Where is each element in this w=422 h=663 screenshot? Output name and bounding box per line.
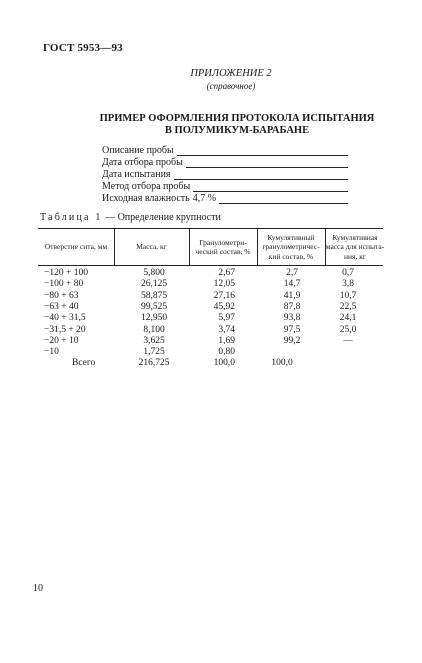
cell-granulometric: 2,67 [218,268,235,278]
cell-cumulative-mass: 0,7 [342,268,354,278]
cell-cumulative-granulometric: 14,7 [283,279,301,290]
cell-cumulative-mass: 25,0 [339,324,357,335]
column-header-cumulative-mass: Кумулятивная масса для испыта-ния, кг [325,232,385,261]
table-top-rule [38,228,383,229]
cell-cumulative-mass: 3,8 [342,279,354,290]
cell-granulometric: 3,74 [218,324,235,335]
cell-granulometric: 27,16 [213,290,235,301]
cell-mass: 99,525 [140,301,168,312]
cell-sieve: −40 + 31,5 [44,313,86,324]
table-caption [40,212,221,223]
table-header-rule [38,265,383,266]
table-caption-text: — Определение крупности [105,212,221,223]
total-granulometric: 100,0 [213,358,235,368]
cell-granulometric: 1,69 [218,335,235,346]
document-heading-line1: ПРИМЕР ОФОРМЛЕНИЯ ПРОТОКОЛА ИСПЫТАНИЯ [99,113,375,124]
cell-mass: 58,875 [140,290,168,301]
column-header-mass: Масса, кг [136,242,167,252]
cell-cumulative-granulometric: 99,2 [283,335,301,346]
cell-cumulative-mass: 24,1 [339,313,357,324]
cell-sieve: −63 + 40 [44,301,79,312]
cell-sieve: −31,5 + 20 [44,324,86,335]
form-field-label: Описание пробы [102,145,174,156]
form-field-label: Исходная влажность [102,193,190,204]
cell-cumulative-granulometric: 41,9 [283,290,301,301]
total-cumulative: 100,0 [271,358,293,368]
cell-mass: 26,125 [140,279,168,290]
cell-mass: 12,950 [140,313,168,324]
cell-mass: 5,800 [143,268,165,278]
cell-sieve: −80 + 63 [44,290,79,301]
column-header-cumulative-granulometric: Кумулятивный гранулометричес-кий состав, % [262,232,320,261]
appendix-note: (справочное) [206,81,256,91]
total-mass: 216,725 [138,358,170,368]
form-field-blank-line [219,193,348,204]
page-number: 10 [33,583,43,594]
cell-sieve: −100 + 80 [44,279,84,290]
cell-mass: 8,100 [143,324,165,335]
cell-granulometric: 12,05 [213,279,235,290]
form-field-value: 4,7 % [192,193,217,204]
cell-cumulative-granulometric: 87,8 [283,301,301,312]
form-field-moisture [102,191,348,204]
standard-number: ГОСТ 5953—93 [43,42,123,54]
form-field-label: Метод отбора пробы [102,181,191,192]
cell-granulometric: 5,97 [218,313,235,324]
cell-cumulative-mass: 10,7 [339,290,357,301]
form-field-label: Дата испытания [102,169,171,180]
cell-cumulative-mass: — [343,335,353,346]
form-field-label: Дата отбора пробы [102,157,183,168]
cell-cumulative-granulometric: 93,8 [283,313,301,324]
cell-mass: 1,725 [143,347,165,358]
cell-cumulative-mass: 22,5 [339,301,357,312]
cell-granulometric: 0,80 [218,347,235,358]
cell-cumulative-granulometric: 97,5 [283,324,301,335]
total-label: Всего [72,358,96,368]
cell-granulometric: 45,92 [213,301,235,312]
table-caption-prefix: Таблица 1 [40,212,103,223]
cell-sieve: −10 [44,347,59,358]
column-header-sieve: Отверстие сита, мм [44,242,108,252]
document-heading-line2: В ПОЛУМИКУМ-БАРАБАНЕ [164,125,310,136]
cell-sieve: −120 + 100 [44,268,88,278]
cell-mass: 3,625 [143,335,165,346]
column-header-granulometric: Гранулометри-ческий состав, % [195,237,251,256]
cell-sieve: −20 + 10 [44,335,79,346]
appendix-title: ПРИЛОЖЕНИЕ 2 [190,68,272,79]
cell-cumulative-granulometric: 2,7 [286,268,298,278]
